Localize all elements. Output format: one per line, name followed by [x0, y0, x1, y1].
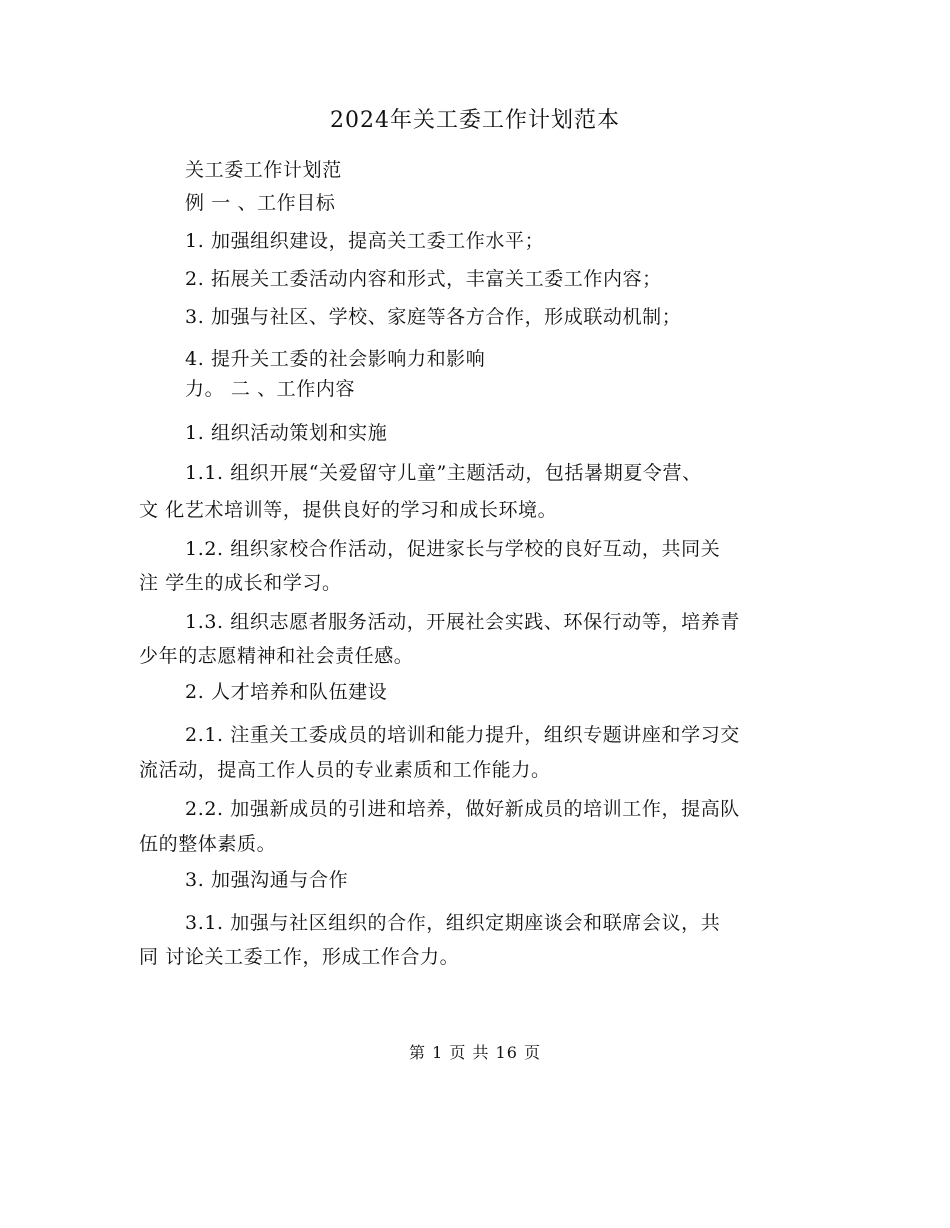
body-line: 2.2. 加强新成员的引进和培养，做好新成员的培训工作，提高队: [185, 798, 740, 820]
body-line: 1.2. 组织家校合作活动，促进家长与学校的良好互动，共同关: [185, 538, 721, 560]
body-line: 流活动，提高工作人员的专业素质和工作能力。: [139, 759, 551, 781]
body-line: 关工委工作计划范: [185, 159, 342, 181]
body-line: 注 学生的成长和学习。: [139, 572, 342, 594]
body-line: 2.1. 注重关工委成员的培训和能力提升，组织专题讲座和学习交: [185, 724, 740, 746]
body-line: 2. 拓展关工委活动内容和形式，丰富关工委工作内容；: [185, 268, 662, 290]
page-footer: 第 1 页 共 16 页: [409, 1043, 541, 1062]
body-line: 力。 二 、工作内容: [185, 378, 356, 400]
body-line: 3.1. 加强与社区组织的合作，组织定期座谈会和联席会议，共: [185, 912, 721, 934]
body-line: 同 讨论关工委工作，形成工作合力。: [139, 946, 460, 968]
body-line: 2. 人才培养和队伍建设: [185, 681, 388, 703]
body-line: 3. 加强与社区、学校、家庭等各方合作，形成联动机制；: [185, 306, 682, 328]
body-line: 1. 加强组织建设，提高关工委工作水平；: [185, 230, 545, 252]
body-line: 1.3. 组织志愿者服务活动，开展社会实践、环保行动等，培养青: [185, 611, 740, 633]
body-line: 文 化艺术培训等，提供良好的学习和成长环境。: [139, 499, 558, 521]
page-title: 2024年关工委工作计划范本: [330, 108, 620, 133]
body-line: 伍的整体素质。: [139, 833, 277, 855]
body-line: 少年的志愿精神和社会责任感。: [139, 645, 414, 667]
body-line: 例 一 、工作目标: [185, 192, 336, 214]
body-line: 4. 提升关工委的社会影响力和影响: [185, 348, 486, 370]
body-line: 1. 组织活动策划和实施: [185, 422, 388, 444]
body-line: 1.1. 组织开展“关爱留守儿童”主题活动，包括暑期夏令营、: [185, 462, 702, 484]
body-line: 3. 加强沟通与合作: [185, 869, 349, 891]
